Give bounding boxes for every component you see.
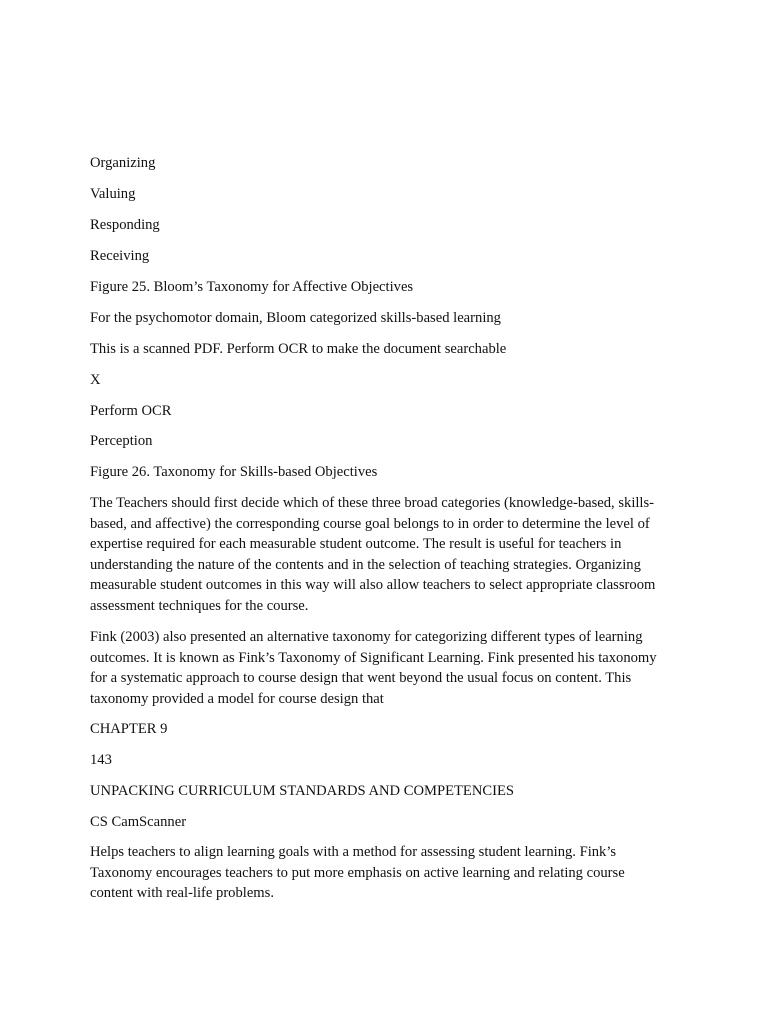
level-organizing: Organizing xyxy=(90,155,156,171)
paragraph-teachers-decide xyxy=(90,493,690,616)
paragraph-line: Helps teachers to align learning goals with a method for assessing student learning. Fink’s xyxy=(90,844,617,860)
scanned-pdf-notice: This is a scanned PDF. Perform OCR to make the document searchable xyxy=(90,341,507,357)
paragraph-line: Taxonomy encourages teachers to put more emphasis on active learning and relating course xyxy=(90,864,625,881)
paragraph-helps-teachers xyxy=(90,842,690,904)
paragraph-fink xyxy=(90,627,690,709)
level-valuing: Valuing xyxy=(90,186,136,202)
camscanner-watermark: CS CamScanner xyxy=(90,814,187,830)
level-receiving: Receiving xyxy=(90,248,150,264)
psychomotor-intro: For the psychomotor domain, Bloom categorized skills-based learning xyxy=(90,310,501,326)
paragraph-line: for a systematic approach to course design that went beyond the usual focus on content. This xyxy=(90,670,632,686)
paragraph-line: expertise required for each measurable student outcome. The result is useful for teachers in xyxy=(90,536,622,552)
paragraph-line: understanding the nature of the contents and in the selection of teaching strategies. Organizing xyxy=(90,556,641,573)
paragraph-line: based, and affective) the corresponding course goal belongs to in order to determine the level of xyxy=(90,515,650,532)
figure-25-caption: Figure 25. Bloom’s Taxonomy for Affective Objectives xyxy=(90,279,414,295)
level-perception: Perception xyxy=(90,433,153,449)
chapter-title: UNPACKING CURRICULUM STANDARDS AND COMPETENCIES xyxy=(90,783,514,799)
page-number: 143 xyxy=(90,752,112,768)
paragraph-line: assessment techniques for the course. xyxy=(90,597,309,614)
figure-26-caption: Figure 26. Taxonomy for Skills-based Objectives xyxy=(90,464,378,480)
paragraph-line: taxonomy provided a model for course design that xyxy=(90,690,384,707)
paragraph-line: measurable student outcomes in this way will also allow teachers to select appropriate classroom xyxy=(90,577,656,593)
perform-ocr-text: Perform OCR xyxy=(90,403,172,419)
paragraph-line: outcomes. It is known as Fink’s Taxonomy of Significant Learning. Fink presented his taxonomy xyxy=(90,649,657,666)
chapter-label: CHAPTER 9 xyxy=(90,721,168,737)
paragraph-line: The Teachers should first decide which of these three broad categories (knowledge-based, skills- xyxy=(90,495,655,511)
paragraph-line: content with real-life problems. xyxy=(90,885,274,901)
paragraph-line: Fink (2003) also presented an alternative taxonomy for categorizing different types of learning xyxy=(90,629,643,645)
level-responding: Responding xyxy=(90,217,160,233)
close-x-text: X xyxy=(90,372,101,388)
